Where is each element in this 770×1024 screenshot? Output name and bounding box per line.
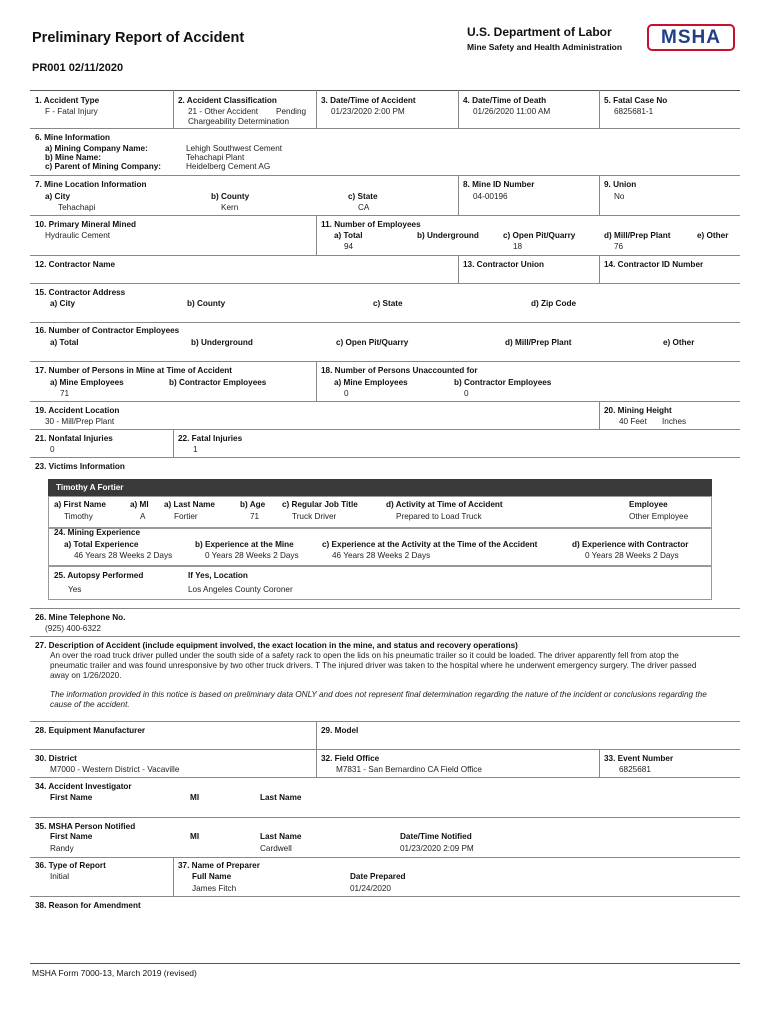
contractor-county-label: b) County bbox=[187, 299, 226, 308]
classification-status: Pending bbox=[276, 107, 307, 116]
classification-note: Chargeability Determination bbox=[188, 117, 290, 126]
autopsy-location-value: Los Angeles County Coroner bbox=[188, 585, 293, 594]
autopsy-value: Yes bbox=[68, 585, 82, 594]
mine-id-value: 04-00196 bbox=[473, 192, 508, 201]
divider bbox=[30, 749, 740, 750]
unaccounted-label: 18. Number of Persons Unaccounted for bbox=[321, 366, 478, 375]
agency-name: Mine Safety and Health Administration bbox=[467, 42, 623, 52]
divider bbox=[458, 90, 459, 128]
employees-openpit-value: 18 bbox=[513, 242, 523, 251]
contractor-mill-label: d) Mill/Prep Plant bbox=[505, 338, 572, 347]
divider bbox=[30, 636, 740, 637]
mining-experience-label: 24. Mining Experience bbox=[54, 528, 140, 537]
divider bbox=[30, 90, 740, 91]
equipment-manufacturer-label: 28. Equipment Manufacturer bbox=[35, 726, 146, 735]
divider bbox=[30, 896, 740, 897]
victim-age-value: 71 bbox=[250, 512, 260, 521]
employees-total-value: 94 bbox=[344, 242, 354, 251]
field-office-label: 32. Field Office bbox=[321, 754, 380, 763]
mine-telephone-value: (925) 400-6322 bbox=[45, 624, 101, 633]
divider bbox=[30, 322, 740, 323]
total-experience-value: 46 Years 28 Weeks 2 Days bbox=[74, 551, 173, 560]
activity-experience-label: c) Experience at the Activity at the Time of the Accident bbox=[322, 540, 538, 549]
contractor-other-label: e) Other bbox=[663, 338, 695, 347]
victim-first-value: Timothy bbox=[64, 512, 93, 521]
divider bbox=[30, 175, 740, 176]
unaccounted-mine-label: a) Mine Employees bbox=[334, 378, 408, 387]
notified-first-value: Randy bbox=[50, 844, 74, 853]
employees-underground-label: b) Underground bbox=[417, 231, 479, 240]
divider bbox=[316, 361, 317, 401]
investigator-last-label: Last Name bbox=[260, 793, 302, 802]
contractor-underground-label: b) Underground bbox=[191, 338, 253, 347]
divider bbox=[173, 90, 174, 128]
death-datetime-label: 4. Date/Time of Death bbox=[463, 96, 547, 105]
contractor-experience-label: d) Experience with Contractor bbox=[572, 540, 689, 549]
nonfatal-injuries-label: 21. Nonfatal Injuries bbox=[35, 434, 113, 443]
primary-mineral-value: Hydraulic Cement bbox=[45, 231, 111, 240]
union-label: 9. Union bbox=[604, 180, 637, 189]
employees-other-label: e) Other bbox=[697, 231, 729, 240]
employees-mill-value: 76 bbox=[614, 242, 624, 251]
victim-job-label: c) Regular Job Title bbox=[282, 500, 358, 509]
logo-text: MSHA bbox=[661, 26, 721, 48]
divider bbox=[30, 401, 740, 402]
persons-contractor-label: b) Contractor Employees bbox=[169, 378, 267, 387]
mine-location-label: 7. Mine Location Information bbox=[35, 180, 147, 189]
field-office-value: M7831 - San Bernardino CA Field Office bbox=[336, 765, 482, 774]
notified-mi-label: MI bbox=[190, 832, 200, 841]
contractor-city-label: a) City bbox=[50, 299, 76, 308]
district-label: 30. District bbox=[35, 754, 77, 763]
msha-logo bbox=[647, 24, 735, 51]
county-label: b) County bbox=[211, 192, 250, 201]
victim-mi-label: a) MI bbox=[130, 500, 149, 509]
divider bbox=[316, 90, 317, 128]
divider bbox=[30, 283, 740, 284]
divider bbox=[30, 361, 740, 362]
divider bbox=[599, 175, 600, 215]
fatal-injuries-value: 1 bbox=[193, 445, 198, 454]
victim-autopsy-box bbox=[48, 566, 712, 600]
autopsy-location-label: If Yes, Location bbox=[188, 571, 248, 580]
unaccounted-mine-value: 0 bbox=[344, 389, 349, 398]
divider bbox=[173, 857, 174, 896]
divider bbox=[599, 749, 600, 777]
accident-classification-label: 2. Accident Classification bbox=[178, 96, 277, 105]
divider bbox=[30, 817, 740, 818]
contractor-name-label: 12. Contractor Name bbox=[35, 260, 116, 269]
divider bbox=[458, 175, 459, 215]
autopsy-label: 25. Autopsy Performed bbox=[54, 571, 144, 580]
mining-height-inches: Inches bbox=[662, 417, 687, 426]
victim-last-label: a) Last Name bbox=[164, 500, 215, 509]
date-prepared-label: Date Prepared bbox=[350, 872, 406, 881]
contractor-id-label: 14. Contractor ID Number bbox=[604, 260, 704, 269]
divider bbox=[316, 721, 317, 749]
preliminary-note: The information provided in this notice is based on preliminary data ONLY and does not represent final determination regarding the nature of the incident or conclusions regarding the bbox=[50, 690, 707, 699]
unaccounted-contractor-value: 0 bbox=[464, 389, 469, 398]
divider bbox=[599, 90, 600, 128]
contractor-total-label: a) Total bbox=[50, 338, 79, 347]
preparer-fullname-value: James Fitch bbox=[192, 884, 237, 893]
parent-company-label: c) Parent of Mining Company: bbox=[45, 162, 161, 171]
notified-datetime-value: 01/23/2020 2:09 PM bbox=[400, 844, 474, 853]
preliminary-note: cause of the accident. bbox=[50, 700, 130, 709]
mining-company-value: Lehigh Southwest Cement bbox=[186, 144, 283, 153]
type-of-report-label: 36. Type of Report bbox=[35, 861, 106, 870]
report-id: PR001 02/11/2020 bbox=[32, 62, 124, 74]
victim-first-label: a) First Name bbox=[54, 500, 106, 509]
contractor-experience-value: 0 Years 28 Weeks 2 Days bbox=[585, 551, 679, 560]
divider bbox=[30, 777, 740, 778]
divider bbox=[30, 857, 740, 858]
investigator-mi-label: MI bbox=[190, 793, 200, 802]
city-label: a) City bbox=[45, 192, 71, 201]
employees-label: 11. Number of Employees bbox=[321, 220, 421, 229]
department-name: U.S. Department of Labor bbox=[467, 25, 612, 39]
victim-name-bar: Timothy A Fortier bbox=[48, 479, 712, 496]
parent-company-value: Heidelberg Cement AG bbox=[186, 162, 271, 171]
preparer-label: 37. Name of Preparer bbox=[178, 861, 260, 870]
victims-info-label: 23. Victims Information bbox=[35, 462, 125, 471]
victim-employee-value: Other Employee bbox=[629, 512, 689, 521]
persons-mine-employees-label: a) Mine Employees bbox=[50, 378, 124, 387]
contractor-openpit-label: c) Open Pit/Quarry bbox=[336, 338, 409, 347]
notified-first-label: First Name bbox=[50, 832, 93, 841]
total-experience-label: a) Total Experience bbox=[64, 540, 139, 549]
employees-total-label: a) Total bbox=[334, 231, 363, 240]
divider bbox=[458, 255, 459, 283]
nonfatal-injuries-value: 0 bbox=[50, 445, 55, 454]
contractor-employees-label: 16. Number of Contractor Employees bbox=[35, 326, 180, 335]
primary-mineral-label: 10. Primary Mineral Mined bbox=[35, 220, 137, 229]
type-of-report-value: Initial bbox=[50, 872, 70, 881]
divider bbox=[30, 721, 740, 722]
accident-type-label: 1. Accident Type bbox=[35, 96, 100, 105]
divider bbox=[316, 215, 317, 255]
accident-datetime-value: 01/23/2020 2:00 PM bbox=[331, 107, 405, 116]
employees-mill-label: d) Mill/Prep Plant bbox=[604, 231, 671, 240]
victim-last-value: Fortier bbox=[174, 512, 198, 521]
district-value: M7000 - Western District - Vacaville bbox=[50, 765, 180, 774]
persons-in-mine-label: 17. Number of Persons in Mine at Time of Accident bbox=[35, 366, 232, 375]
form-footer: MSHA Form 7000-13, March 2019 (revised) bbox=[32, 968, 197, 978]
msha-person-notified-label: 35. MSHA Person Notified bbox=[35, 822, 136, 831]
notified-last-value: Cardwell bbox=[260, 844, 292, 853]
notified-last-label: Last Name bbox=[260, 832, 302, 841]
mining-height-label: 20. Mining Height bbox=[604, 406, 672, 415]
divider bbox=[30, 608, 740, 609]
divider bbox=[30, 457, 740, 458]
page-title: Preliminary Report of Accident bbox=[32, 30, 245, 46]
contractor-union-label: 13. Contractor Union bbox=[463, 260, 544, 269]
county-value: Kern bbox=[221, 203, 239, 212]
model-label: 29. Model bbox=[321, 726, 359, 735]
mine-name-value: Tehachapi Plant bbox=[186, 153, 245, 162]
victim-job-value: Truck Driver bbox=[292, 512, 337, 521]
activity-experience-value: 46 Years 28 Weeks 2 Days bbox=[332, 551, 431, 560]
description-line: away on 1/26/2020. bbox=[50, 671, 122, 680]
mining-company-label: a) Mining Company Name: bbox=[45, 144, 148, 153]
divider bbox=[173, 429, 174, 457]
victim-activity-value: Prepared to Load Truck bbox=[396, 512, 482, 521]
unaccounted-contractor-label: b) Contractor Employees bbox=[454, 378, 552, 387]
description-line: An over the road truck driver pulled under the south side of a safety rack to open the lids on his pneumatic trailer so it could be loaded. The driver apparently fell from atop the bbox=[50, 651, 679, 660]
divider bbox=[30, 255, 740, 256]
death-datetime-value: 01/26/2020 11:00 AM bbox=[473, 107, 551, 116]
divider bbox=[30, 128, 740, 129]
accident-type-value: F - Fatal Injury bbox=[45, 107, 98, 116]
victim-activity-label: d) Activity at Time of Accident bbox=[386, 500, 503, 509]
mine-name-label: b) Mine Name: bbox=[45, 153, 101, 162]
date-prepared-value: 01/24/2020 bbox=[350, 884, 391, 893]
fatal-injuries-label: 22. Fatal Injuries bbox=[178, 434, 243, 443]
accident-classification-value: 21 - Other Accident bbox=[188, 107, 259, 116]
accident-location-value: 30 - Mill/Prep Plant bbox=[45, 417, 115, 426]
state-value: CA bbox=[358, 203, 370, 212]
description-line: pneumatic trailer and was found unresponsive by two other truck drivers. T The injured driver was taken to the hospital where he underwent emergency surgery. The driver passed bbox=[50, 661, 697, 670]
mining-height-feet: 40 Feet bbox=[619, 417, 647, 426]
victim-age-label: b) Age bbox=[240, 500, 266, 509]
divider bbox=[599, 401, 600, 429]
victim-mi-value: A bbox=[140, 512, 146, 521]
notified-datetime-label: Date/Time Notified bbox=[400, 832, 472, 841]
mine-telephone-label: 26. Mine Telephone No. bbox=[35, 613, 126, 622]
reason-amendment-label: 38. Reason for Amendment bbox=[35, 901, 141, 910]
mine-info-label: 6. Mine Information bbox=[35, 133, 111, 142]
event-number-label: 33. Event Number bbox=[604, 754, 674, 763]
fatal-case-label: 5. Fatal Case No bbox=[604, 96, 668, 105]
contractor-address-label: 15. Contractor Address bbox=[35, 288, 126, 297]
event-number-value: 6825681 bbox=[619, 765, 651, 774]
divider bbox=[30, 963, 740, 964]
contractor-state-label: c) State bbox=[373, 299, 403, 308]
victim-employee-label: Employee bbox=[629, 500, 668, 509]
fatal-case-value: 6825681-1 bbox=[614, 107, 654, 116]
divider bbox=[316, 749, 317, 777]
union-value: No bbox=[614, 192, 625, 201]
investigator-first-label: First Name bbox=[50, 793, 93, 802]
divider bbox=[30, 429, 740, 430]
accident-location-label: 19. Accident Location bbox=[35, 406, 120, 415]
accident-datetime-label: 3. Date/Time of Accident bbox=[321, 96, 416, 105]
state-label: c) State bbox=[348, 192, 378, 201]
preparer-fullname-label: Full Name bbox=[192, 872, 232, 881]
description-label: 27. Description of Accident (include equipment involved, the exact location in the mine, and status and recovery operations) bbox=[35, 641, 518, 650]
divider bbox=[30, 215, 740, 216]
accident-investigator-label: 34. Accident Investigator bbox=[35, 782, 132, 791]
mine-experience-value: 0 Years 28 Weeks 2 Days bbox=[205, 551, 299, 560]
mine-experience-label: b) Experience at the Mine bbox=[195, 540, 294, 549]
city-value: Tehachapi bbox=[58, 203, 96, 212]
divider bbox=[599, 255, 600, 283]
persons-mine-employees-value: 71 bbox=[60, 389, 70, 398]
employees-openpit-label: c) Open Pit/Quarry bbox=[503, 231, 576, 240]
contractor-zip-label: d) Zip Code bbox=[531, 299, 577, 308]
mine-id-label: 8. Mine ID Number bbox=[463, 180, 535, 189]
